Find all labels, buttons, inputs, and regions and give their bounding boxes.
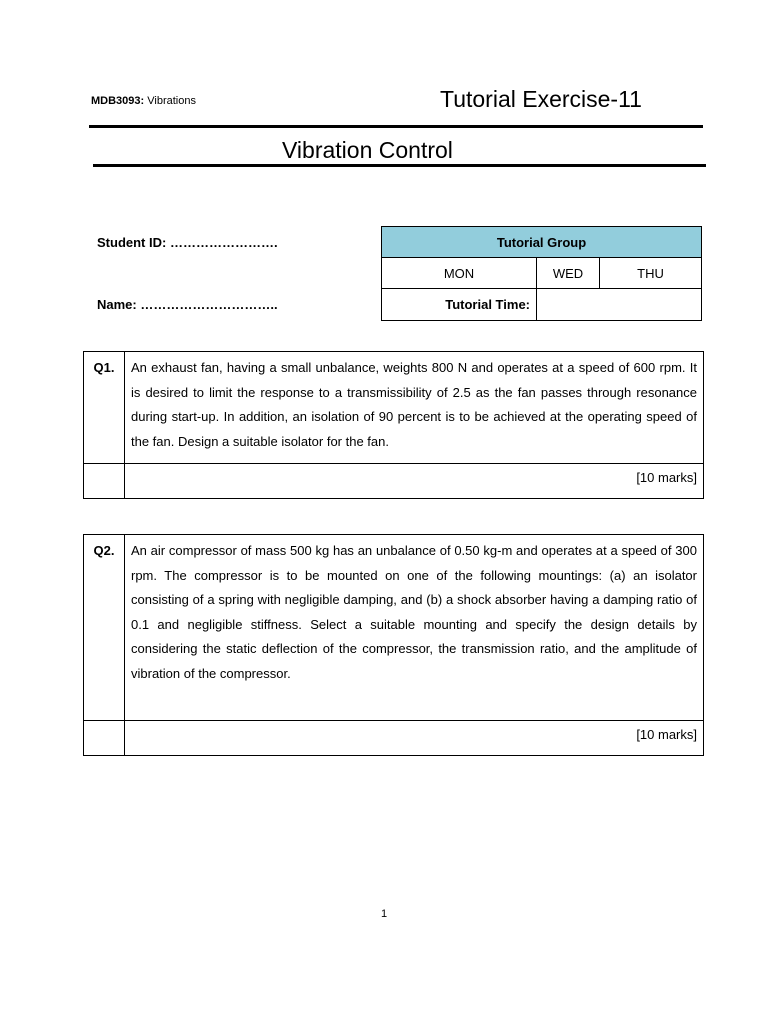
answer-number-cell	[84, 464, 125, 499]
page-number: 1	[381, 908, 388, 920]
course-code: MDB3093:	[91, 95, 145, 107]
question-marks: [10 marks]	[125, 721, 704, 756]
exercise-title: Tutorial Exercise-11	[440, 86, 642, 112]
course-name: Vibrations	[147, 95, 196, 107]
question-table-q2	[83, 534, 704, 756]
student-id-field[interactable]	[97, 235, 278, 250]
page-title: Vibration Control	[282, 137, 453, 163]
tutorial-time-label: Tutorial Time:	[382, 289, 537, 321]
day-option-wed[interactable]: WED	[537, 258, 600, 289]
question-marks: [10 marks]	[125, 464, 704, 499]
student-id-blank: …………………….	[169, 235, 278, 250]
question-table-q1	[83, 351, 704, 499]
question-number: Q1.	[84, 352, 125, 464]
day-option-mon[interactable]: MON	[382, 258, 537, 289]
course-label	[91, 95, 196, 107]
question-number: Q2.	[84, 535, 125, 721]
question-text: An exhaust fan, having a small unbalance, weights 800 N and operates at a speed of 600 rpm. It is desired to limit the response to a transmissibility of 2.5 as the fan passes through resonance during start-up. In addition, an isolation of 90 percent is to be achieved at the operating speed of the fan. Design a suitable isolator for the fan.	[125, 352, 704, 464]
header-rule	[89, 125, 703, 128]
student-name-label: Name:	[97, 297, 137, 312]
tutorial-time-field[interactable]	[537, 289, 702, 321]
tutorial-group-table	[381, 226, 702, 321]
student-id-label: Student ID:	[97, 235, 167, 250]
student-name-blank: …………………………..	[140, 297, 278, 312]
student-name-field[interactable]	[97, 297, 278, 312]
tutorial-group-header: Tutorial Group	[382, 227, 702, 258]
question-text: An air compressor of mass 500 kg has an unbalance of 0.50 kg-m and operates at a speed of 300 rpm. The compressor is to be mounted on one of the following mountings: (a) an isolator consisting of a spring with negligible damping, and (b) a shock absorber having a damping ratio of 0.1 and negligible stiffness. Select a suitable mounting and specify the design details by considering the static deflection of the compressor, the transmission ratio, and the amplitude of vibration of the compressor.	[125, 535, 704, 721]
answer-number-cell	[84, 721, 125, 756]
title-rule	[93, 164, 706, 167]
day-option-thu[interactable]: THU	[600, 258, 702, 289]
